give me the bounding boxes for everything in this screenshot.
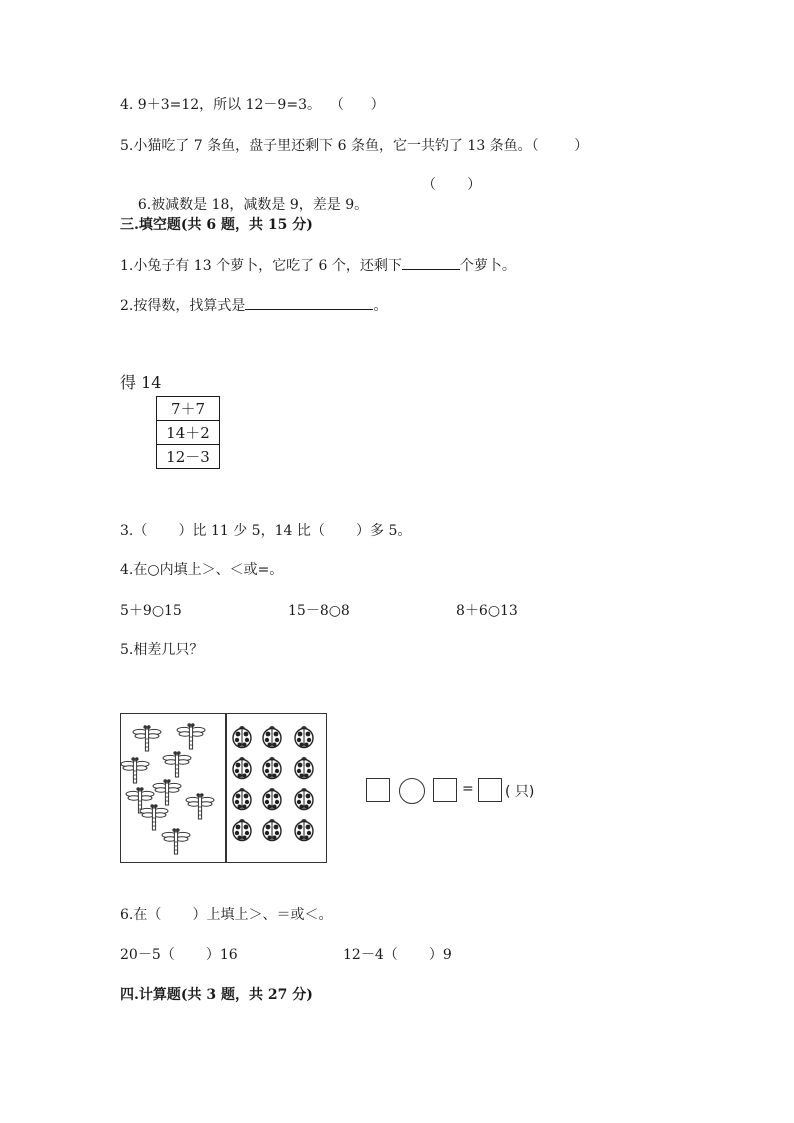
dragonfly-icon: [133, 725, 161, 751]
answer-box[interactable]: [478, 778, 502, 802]
fill-q1-blank[interactable]: [402, 255, 460, 270]
dragonfly-icon: [140, 804, 168, 830]
unit-label: ( 只): [505, 784, 535, 800]
ladybug-icon: [295, 788, 313, 810]
compare-item-2: 20－5（ ）16: [120, 947, 238, 963]
ladybug-icon: [295, 819, 313, 841]
dragonfly-icon: [153, 779, 181, 805]
compare-item: 15－8○8: [288, 603, 350, 619]
option-cell[interactable]: 14＋2: [157, 421, 220, 445]
ladybug-icon: [263, 726, 281, 748]
ladybug-icon: [233, 788, 251, 810]
judge-q6-paren: （ ）: [422, 177, 482, 193]
fill-q1: [120, 255, 516, 276]
dragonfly-icon: [121, 757, 149, 783]
fill-q2-blank[interactable]: [245, 295, 373, 310]
fill-q3: 3.（ ）比 11 少 5，14 比（ ）多 5。: [120, 523, 412, 539]
insect-picture: [120, 713, 327, 863]
dragonfly-icon: [177, 723, 205, 749]
ladybug-icon: [263, 819, 281, 841]
ladybug-icon: [295, 757, 313, 779]
insects-svg: [120, 713, 327, 863]
operator-circle[interactable]: [399, 778, 425, 804]
fill-q4: 4.在○内填上＞、＜或=。: [120, 562, 284, 578]
fill-q2-tail: 。: [373, 298, 388, 314]
compare-item-2: 12－4（ ）9: [343, 947, 452, 963]
fill-q2-text: 2.按得数，找算式是: [120, 298, 246, 314]
answer-box[interactable]: [433, 778, 457, 802]
section3-heading: 三.填空题(共 6 题，共 15 分): [120, 217, 313, 233]
fill-q6: 6.在（ ）上填上＞、＝或＜。: [120, 907, 333, 923]
section4-heading: 四.计算题(共 3 题，共 27 分): [120, 987, 313, 1003]
equals-sign: =: [462, 781, 474, 797]
ladybug-icon: [233, 726, 251, 748]
judge-q6-text: 6.被减数是 18，减数是 9，差是 9。: [137, 197, 369, 213]
option-cell[interactable]: 12－3: [157, 445, 220, 469]
dragonfly-icon: [163, 751, 191, 777]
ladybug-icon: [295, 726, 313, 748]
ladybug-icon: [233, 757, 251, 779]
fill-q2: [120, 295, 387, 316]
target-result-label: 得 14: [120, 373, 162, 392]
dragonfly-icon: [162, 828, 190, 854]
judge-q4: 4. 9＋3=12，所以 12－9=3。 （ ）: [120, 97, 385, 113]
judge-q5: 5.小猫吃了 7 条鱼，盘子里还剩下 6 条鱼，它一共钓了 13 条鱼。（ ）: [120, 138, 589, 154]
fill-q1-tail: 个萝卜。: [459, 258, 516, 274]
dragonfly-icon: [186, 793, 214, 819]
fill-q1-text: 1.小兔子有 13 个萝卜，它吃了 6 个，还剩下: [120, 258, 402, 274]
fill-q5: 5.相差几只？: [120, 642, 204, 658]
option-cell[interactable]: 7＋7: [157, 397, 220, 421]
compare-item: 8＋6○13: [456, 603, 518, 619]
ladybug-icon: [263, 757, 281, 779]
ladybug-icon: [263, 788, 281, 810]
ladybug-icon: [233, 819, 251, 841]
answer-box[interactable]: [366, 778, 390, 802]
options-table: [156, 396, 220, 469]
compare-item: 5＋9○15: [120, 603, 182, 619]
